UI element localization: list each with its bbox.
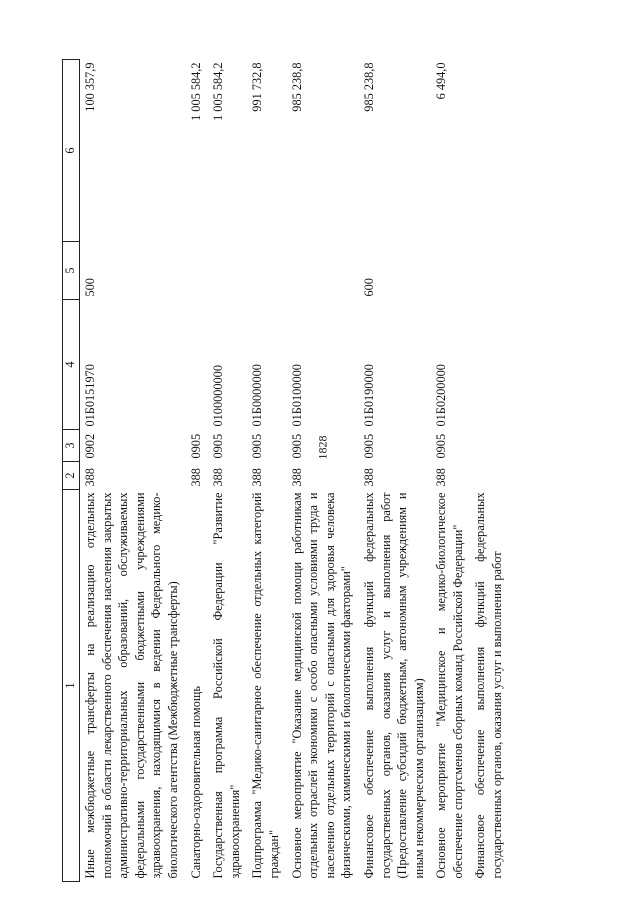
row-vr: 600: [361, 278, 376, 297]
row-name: Основное мероприятие "Оказание медицинской помощи работникам отдельных отраслей экономики с особо опасными условиями труда и населению отдельных территорий с опасными для здоровья человека физическими, химическими и биологическими факторами": [289, 492, 354, 879]
row-rz: 0905: [434, 433, 449, 459]
row-csr: 01Б0190000: [361, 364, 376, 427]
row-sum: 1 005 584,2: [188, 62, 203, 121]
row-name: Санаторно-оздоровительная помощь: [188, 686, 203, 879]
row-vr: [208, 242, 247, 300]
table-row: [208, 60, 247, 882]
row-rz: 0905: [188, 433, 203, 459]
page-number: 1828: [315, 435, 330, 460]
row-name: Финансовое обеспечение выполнения функций федеральных государственных органов, оказания услуг и выполнения работ (Предоставление субсидий бюджетным, автономным учреждениям и иным некоммерческим организациям): [361, 492, 426, 879]
row-vr: [287, 242, 359, 300]
rotated-page: [62, 60, 582, 882]
row-grbs: 388: [250, 468, 265, 487]
row-grbs: 388: [361, 468, 376, 487]
table-row: [80, 60, 186, 882]
table-row: [247, 60, 286, 882]
row-grbs: [470, 462, 509, 490]
row-sum: 985 238,8: [289, 62, 304, 112]
table-row: [431, 60, 470, 882]
col-header-vr: 5: [63, 242, 80, 300]
row-grbs: 388: [83, 468, 97, 487]
row-vr: [470, 242, 509, 300]
row-sum: 991 732,8: [250, 62, 265, 112]
row-csr: [470, 300, 509, 430]
row-grbs: 388: [211, 468, 226, 487]
row-csr: 01Б0200000: [434, 364, 449, 427]
row-name: Финансовое обеспечение выполнения функций федеральных государственных органов, оказания услуг и выполнения работ: [473, 492, 505, 879]
row-sum: 985 238,8: [361, 62, 376, 112]
row-name: Основное мероприятие "Медицинское и медико-биологическое обеспечение спортсменов сборных команд Российской Федерации": [434, 492, 465, 879]
table-row: [287, 60, 359, 882]
row-grbs: 388: [434, 468, 449, 487]
row-sum: 6 494,0: [434, 62, 449, 100]
col-header-grbs: 2: [63, 462, 80, 490]
table-row: [186, 60, 209, 882]
col-header-sum: 6: [63, 60, 80, 242]
row-csr: 01Б0151970: [83, 364, 97, 427]
row-csr: [186, 300, 209, 430]
col-header-rz: 3: [63, 430, 80, 462]
row-grbs: 388: [188, 468, 203, 487]
row-csr: 01Б0000000: [250, 364, 265, 427]
table-row: [470, 60, 509, 882]
row-rz: 0905: [289, 433, 304, 459]
row-name: Иные межбюджетные трансферты на реализацию отдельных полномочий в области лекарственного обеспечения населения закрытых административно-территориальных образований, обслуживаемых федеральными государственными бюджетными учреждениями здравоохранения, находящимися в ведении Федерального медико-биологического агентства (Межбюджетные трансферты): [83, 492, 180, 879]
row-vr: [186, 242, 209, 300]
row-sum: 100 357,9: [83, 62, 97, 112]
table-row: [359, 60, 431, 882]
row-grbs: 388: [289, 468, 304, 487]
col-header-name: 1: [63, 490, 80, 882]
row-name: Государственная программа Российской Федерации "Развитие здравоохранения": [211, 492, 242, 879]
row-rz: [470, 430, 509, 462]
budget-table: [62, 59, 510, 882]
row-sum: 1 005 584,2: [211, 62, 226, 121]
table-body: [80, 60, 510, 882]
row-csr: 01Б0100000: [289, 364, 304, 427]
row-vr: [431, 242, 470, 300]
row-name: Подпрограмма "Медико-санитарное обеспечение отдельных категорий граждан": [250, 492, 281, 879]
row-rz: 0902: [83, 433, 97, 459]
table-header-row: [63, 60, 80, 882]
row-vr: [247, 242, 286, 300]
row-vr: 500: [83, 278, 97, 297]
row-sum: [470, 60, 509, 242]
row-rz: 0905: [211, 433, 226, 459]
col-header-csr: 4: [63, 300, 80, 430]
row-csr: 0100000000: [211, 365, 226, 427]
row-rz: 0905: [361, 433, 376, 459]
row-rz: 0905: [250, 433, 265, 459]
